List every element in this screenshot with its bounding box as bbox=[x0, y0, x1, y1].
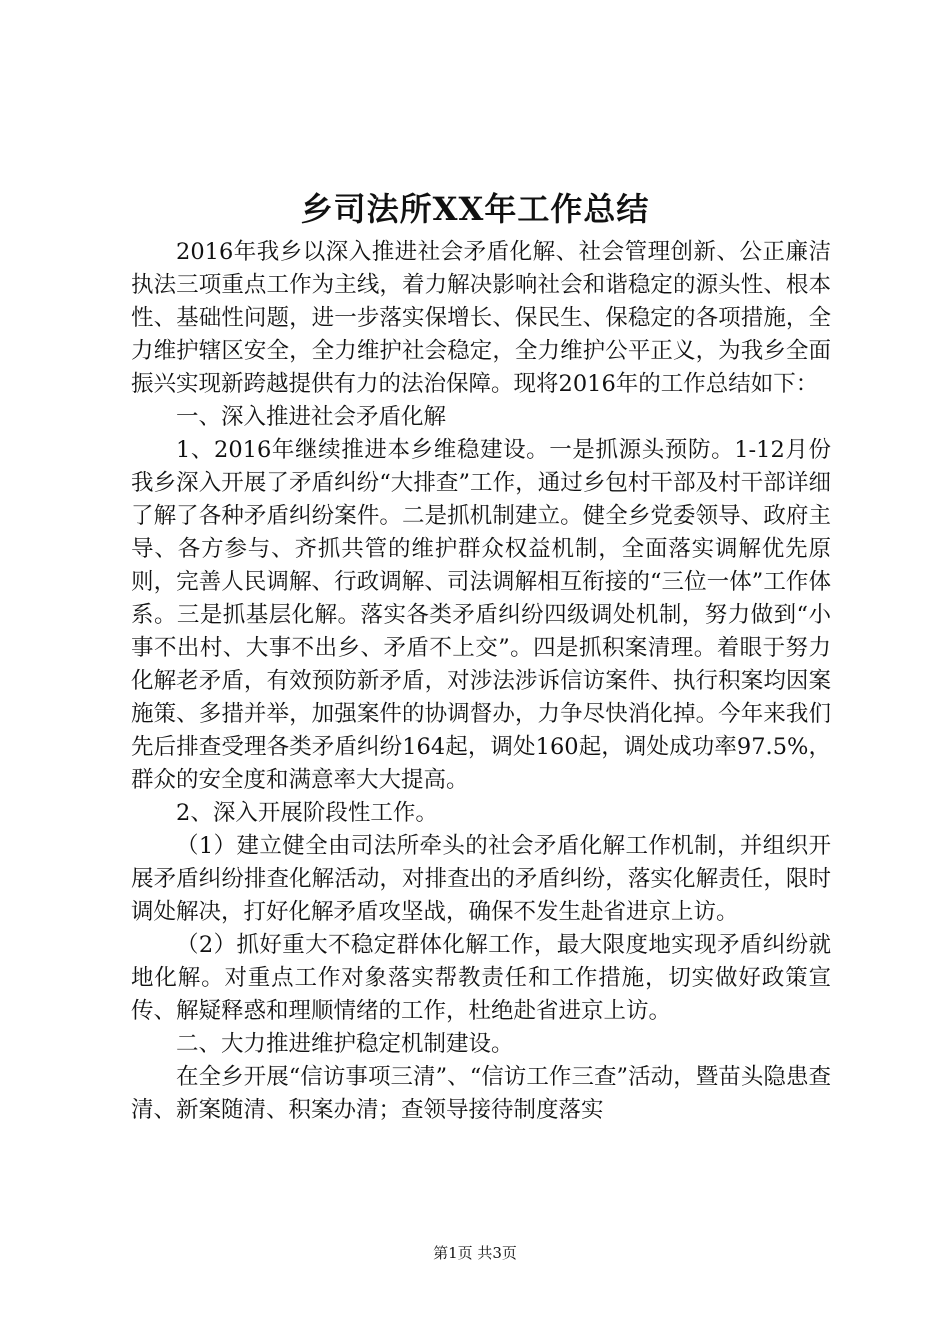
paragraph-section-2: 在全乡开展“信访事项三清”、“信访工作三查”活动，暨苗头隐患查清、新案随清、积案办清；查领导接待制度落实 bbox=[131, 1064, 831, 1123]
document-body bbox=[131, 236, 831, 1127]
paragraph-subitem-1: （1）建立健全由司法所牵头的社会矛盾化解工作机制，并组织开展矛盾纠纷排查化解活动，对排查出的矛盾纠纷，落实化解责任，限时调处解决，打好化解矛盾攻坚战，确保不发生赴省进京上访。 bbox=[131, 833, 831, 925]
section-heading-2: 二、大力推进维护稳定机制建设。 bbox=[176, 1031, 514, 1057]
paragraph-intro: 2016年我乡以深入推进社会矛盾化解、社会管理创新、公正廉洁执法三项重点工作为主线，着力解决影响社会和谐稳定的源头性、根本性、基础性问题，进一步落实保增长、保民生、保稳定的各项措施，全力维护辖区安全，全力维护社会稳定，全力维护公平正义，为我乡全面振兴实现新跨越提供有力的法治保障。现将2016年的工作总结如下： bbox=[131, 239, 831, 397]
section-heading-1: 一、深入推进社会矛盾化解 bbox=[176, 404, 447, 430]
paragraph-subitem-2: （2）抓好重大不稳定群体化解工作，最大限度地实现矛盾纠纷就地化解。对重点工作对象落实帮教责任和工作措施，切实做好政策宣传、解疑释惑和理顺情绪的工作，杜绝赴省进京上访。 bbox=[131, 932, 831, 1024]
page-number: 第1页 共3页 bbox=[433, 1244, 517, 1262]
paragraph-item-1: 1、2016年继续推进本乡维稳建设。一是抓源头预防。1-12月份我乡深入开展了矛盾纠纷“大排查”工作，通过乡包村干部及村干部详细了解了各种矛盾纠纷案件。二是抓机制建立。健全乡党委领导、政府主导、各方参与、齐抓共管的维护群众权益机制，全面落实调解优先原则，完善人民调解、行政调解、司法调解相互衔接的“三位一体”工作体系。三是抓基层化解。落实各类矛盾纠纷四级调处机制，努力做到“小事不出村、大事不出乡、矛盾不上交”。四是抓积案清理。着眼于努力化解老矛盾，有效预防新矛盾，对涉法涉诉信访案件、执行积案均因案施策、多措并举，加强案件的协调督办，力争尽快消化掉。今年来我们先后排查受理各类矛盾纠纷164起，调处160起，调处成功率97.5%，群众的安全度和满意率大大提高。 bbox=[131, 437, 831, 793]
document-title: 乡司法所XX年工作总结 bbox=[300, 190, 650, 228]
paragraph-item-2: 2、深入开展阶段性工作。 bbox=[176, 800, 438, 826]
